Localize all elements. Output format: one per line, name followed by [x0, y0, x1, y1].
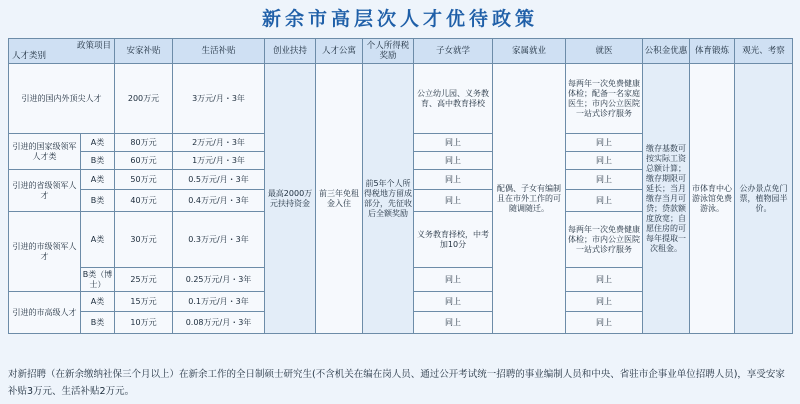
talent-subclass: A类	[81, 212, 115, 268]
table-row	[9, 64, 793, 134]
living-subsidy-value: 0.5万元/月・3年	[173, 170, 265, 190]
header-living-subsidy: 生活补贴	[173, 39, 265, 64]
living-subsidy-value: 0.25万元/月・3年	[173, 268, 265, 292]
medical-value: 同上	[566, 134, 643, 152]
medical-value: 同上	[566, 268, 643, 292]
talent-subclass: B类（博士）	[81, 268, 115, 292]
settle-subsidy-value: 30万元	[115, 212, 173, 268]
medical-value: 同上	[566, 152, 643, 170]
talent-category: 引进的国内外顶尖人才	[9, 64, 115, 134]
settle-subsidy-value: 15万元	[115, 292, 173, 312]
header-startup: 创业扶持	[265, 39, 316, 64]
header-diagonal-cell	[9, 39, 115, 64]
talent-subclass: B类	[81, 190, 115, 212]
page-title: 新余市高层次人才优待政策	[261, 8, 538, 30]
fund-merged-cell: 缴存基数可按实际工资总额计算；缴存期限可延长；当月缴存当月可贷；贷款额度放宽；自愿住房的可每年提取一次租金。	[643, 64, 690, 334]
table-header-row	[9, 39, 793, 64]
living-subsidy-value: 0.4万元/月・3年	[173, 190, 265, 212]
living-subsidy-value: 3万元/月・3年	[173, 64, 265, 134]
tour-merged-cell: 公办景点免门票，植物园半价。	[735, 64, 793, 334]
education-value: 同上	[414, 190, 493, 212]
footnote: 对新招聘（在新余缴纳社保三个月以上）在新余工作的全日制硕士研究生(不含机关在编在岗人员、通过公开考试统一招聘的事业编制人员和中央、省驻市企事业单位招聘人员)，享受安家补贴3万元、生活补贴2万元。	[8, 369, 785, 397]
settle-subsidy-value: 40万元	[115, 190, 173, 212]
living-subsidy-value: 2万元/月・3年	[173, 134, 265, 152]
header-education: 子女就学	[414, 39, 493, 64]
education-value: 同上	[414, 268, 493, 292]
medical-value: 同上	[566, 292, 643, 312]
settle-subsidy-value: 10万元	[115, 312, 173, 334]
education-value: 同上	[414, 152, 493, 170]
living-subsidy-value: 0.08万元/月・3年	[173, 312, 265, 334]
education-value: 同上	[414, 312, 493, 334]
tax-merged-cell: 前5年个人所得税地方留成部分，先征收后全额奖励	[363, 64, 414, 334]
header-sports: 体育锻炼	[690, 39, 735, 64]
medical-value: 每两年一次免费健康体检；市内公立医院一站式诊疗服务	[566, 212, 643, 268]
education-value: 同上	[414, 170, 493, 190]
medical-value: 同上	[566, 312, 643, 334]
talent-category: 引进的市高级人才	[9, 292, 81, 334]
talent-subclass: A类	[81, 170, 115, 190]
talent-subclass: A类	[81, 292, 115, 312]
header-policy-item: 政策项目	[76, 41, 111, 51]
education-value: 公立幼儿园、义务教育、高中教育择校	[414, 64, 493, 134]
medical-value: 每两年一次免费健康体检；配备一名家庭医生；市内公立医院一站式诊疗服务	[566, 64, 643, 134]
talent-subclass: B类	[81, 152, 115, 170]
talent-category: 引进的国家级领军人才类	[9, 134, 81, 170]
spouse-merged-cell: 配偶、子女有编制且在市外工作的可随调随迁。	[493, 64, 566, 334]
header-settle-subsidy: 安家补贴	[115, 39, 173, 64]
education-value: 同上	[414, 292, 493, 312]
medical-value: 同上	[566, 190, 643, 212]
medical-value: 同上	[566, 170, 643, 190]
settle-subsidy-value: 200万元	[115, 64, 173, 134]
living-subsidy-value: 1万元/月・3年	[173, 152, 265, 170]
talent-category: 引进的省级领军人才	[9, 170, 81, 212]
header-tax: 个人所得税奖励	[363, 39, 414, 64]
settle-subsidy-value: 60万元	[115, 152, 173, 170]
header-fund: 公积金优惠	[643, 39, 690, 64]
startup-merged-cell: 最高2000万元扶持资金	[265, 64, 316, 334]
header-tour: 观光、考察	[735, 39, 793, 64]
education-value: 同上	[414, 134, 493, 152]
header-spouse: 家属就业	[493, 39, 566, 64]
settle-subsidy-value: 25万元	[115, 268, 173, 292]
apartment-merged-cell: 前三年免租金入住	[316, 64, 363, 334]
header-medical: 就医	[566, 39, 643, 64]
talent-subclass: A类	[81, 134, 115, 152]
header-talent-type: 人才类别	[12, 51, 47, 61]
header-apartment: 人才公寓	[316, 39, 363, 64]
education-value: 义务教育择校，中考加10分	[414, 212, 493, 268]
settle-subsidy-value: 50万元	[115, 170, 173, 190]
talent-subclass: B类	[81, 312, 115, 334]
policy-table	[8, 38, 793, 334]
talent-category: 引进的市级领军人才	[9, 212, 81, 292]
living-subsidy-value: 0.1万元/月・3年	[173, 292, 265, 312]
settle-subsidy-value: 80万元	[115, 134, 173, 152]
sports-merged-cell: 市体育中心游泳馆免费游泳。	[690, 64, 735, 334]
living-subsidy-value: 0.3万元/月・3年	[173, 212, 265, 268]
